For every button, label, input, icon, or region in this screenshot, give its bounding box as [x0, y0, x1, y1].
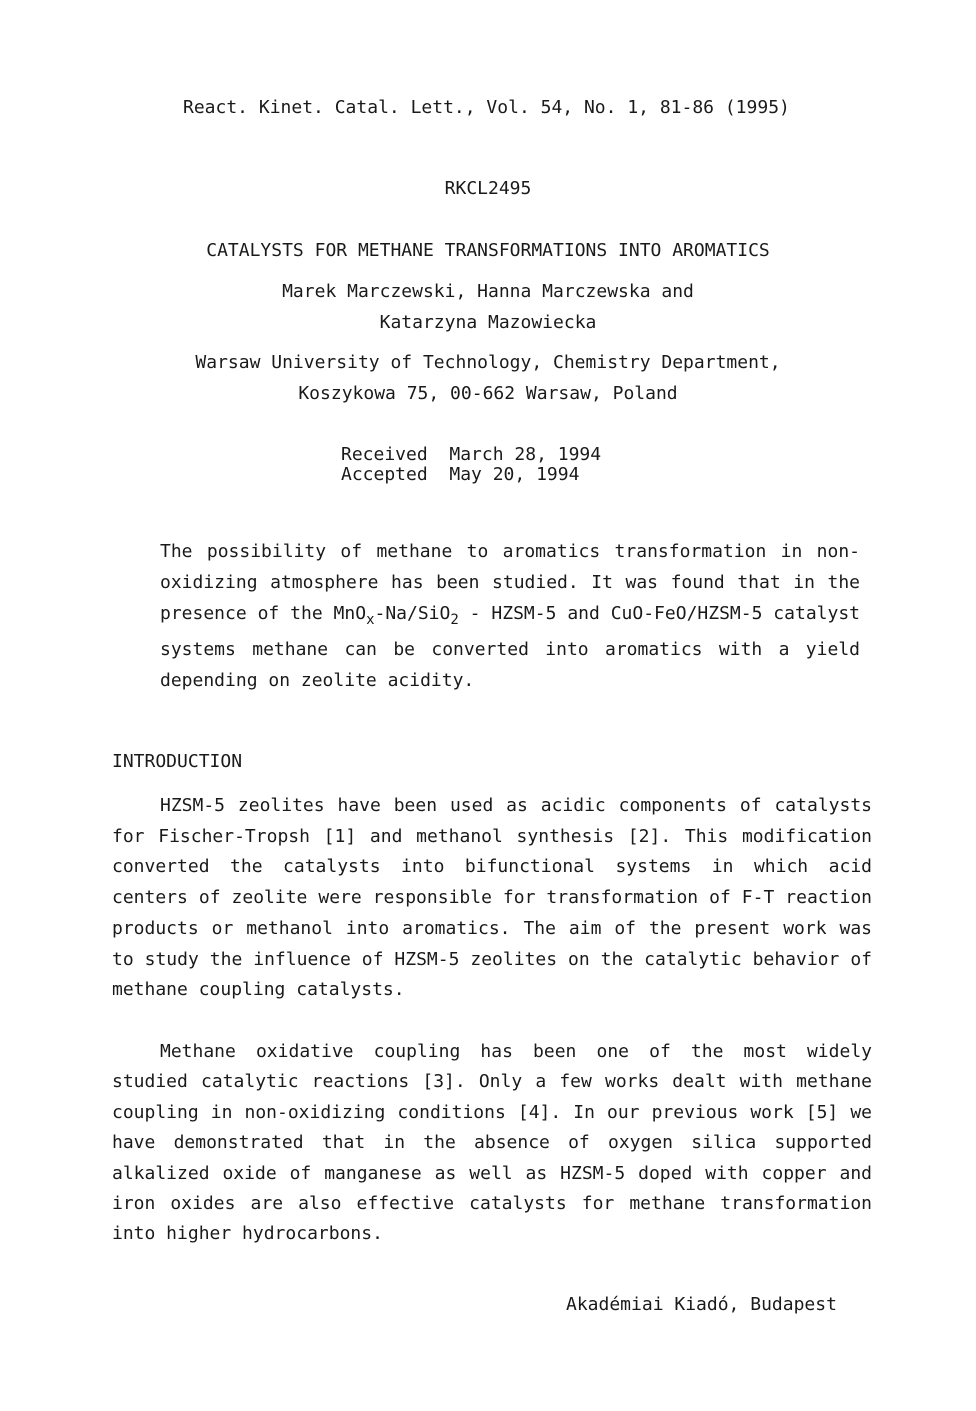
- article-code: RKCL2495: [444, 178, 532, 199]
- abstract-text-3: - HZSM-5 and CuO-FeO/HZSM-5 catalyst systems methane can be converted into aromatics with a yield depending on zeolite acidity.: [160, 602, 861, 692]
- accepted-date: Accepted May 20, 1994: [341, 464, 580, 485]
- abstract: [160, 537, 860, 697]
- paper-title: CATALYSTS FOR METHANE TRANSFORMATIONS INTO AROMATICS: [206, 240, 770, 261]
- authors-line-2: Katarzyna Mazowiecka: [379, 312, 597, 333]
- journal-citation: React. Kinet. Catal. Lett., Vol. 54, No. 1, 81-86 (1995): [183, 97, 790, 118]
- affiliation-line-2: Koszykowa 75, 00-662 Warsaw, Poland: [298, 383, 678, 404]
- abstract-subscript-x: x: [366, 611, 375, 628]
- authors-line-1: Marek Marczewski, Hanna Marczewska and: [282, 281, 694, 302]
- publisher-footer: Akadémiai Kiadó, Budapest: [566, 1294, 837, 1315]
- affiliation-line-1: Warsaw University of Technology, Chemistry Department,: [195, 352, 781, 373]
- abstract-text-2: -Na/SiO: [374, 602, 451, 624]
- received-date: Received March 28, 1994: [341, 444, 602, 465]
- abstract-subscript-2: 2: [450, 611, 459, 628]
- introduction-paragraph-1: HZSM-5 zeolites have been used as acidic components of catalysts for Fischer-Tropsh [1] and methanol synthesis [2]. This modification converted the catalysts into bifunctional systems in which acid centers of zeolite were responsible for transformation of F-T reaction products or methanol into aromatics. The aim of the present work was to study the influence of HZSM-5 zeolites on the catalytic behavior of methane coupling catalysts.: [112, 795, 872, 1001]
- introduction-paragraph-2: Methane oxidative coupling has been one of the most widely studied catalytic reactions [3]. Only a few works dealt with methane coupling in non-oxidizing conditions [4]. In our previous work [5] we have demonstrated that in the absence of oxygen silica supported alkalized oxide of manganese as well as HZSM-5 doped with copper and iron oxides are also effective catalysts for methane transformation into higher hydrocarbons.: [112, 1041, 872, 1245]
- introduction-heading: INTRODUCTION: [112, 751, 243, 772]
- abstract-text-1: The possibility of methane to aromatics transformation in non-oxidizing atmosphere has been studied. It was found that in the presence of the MnO: [160, 541, 860, 624]
